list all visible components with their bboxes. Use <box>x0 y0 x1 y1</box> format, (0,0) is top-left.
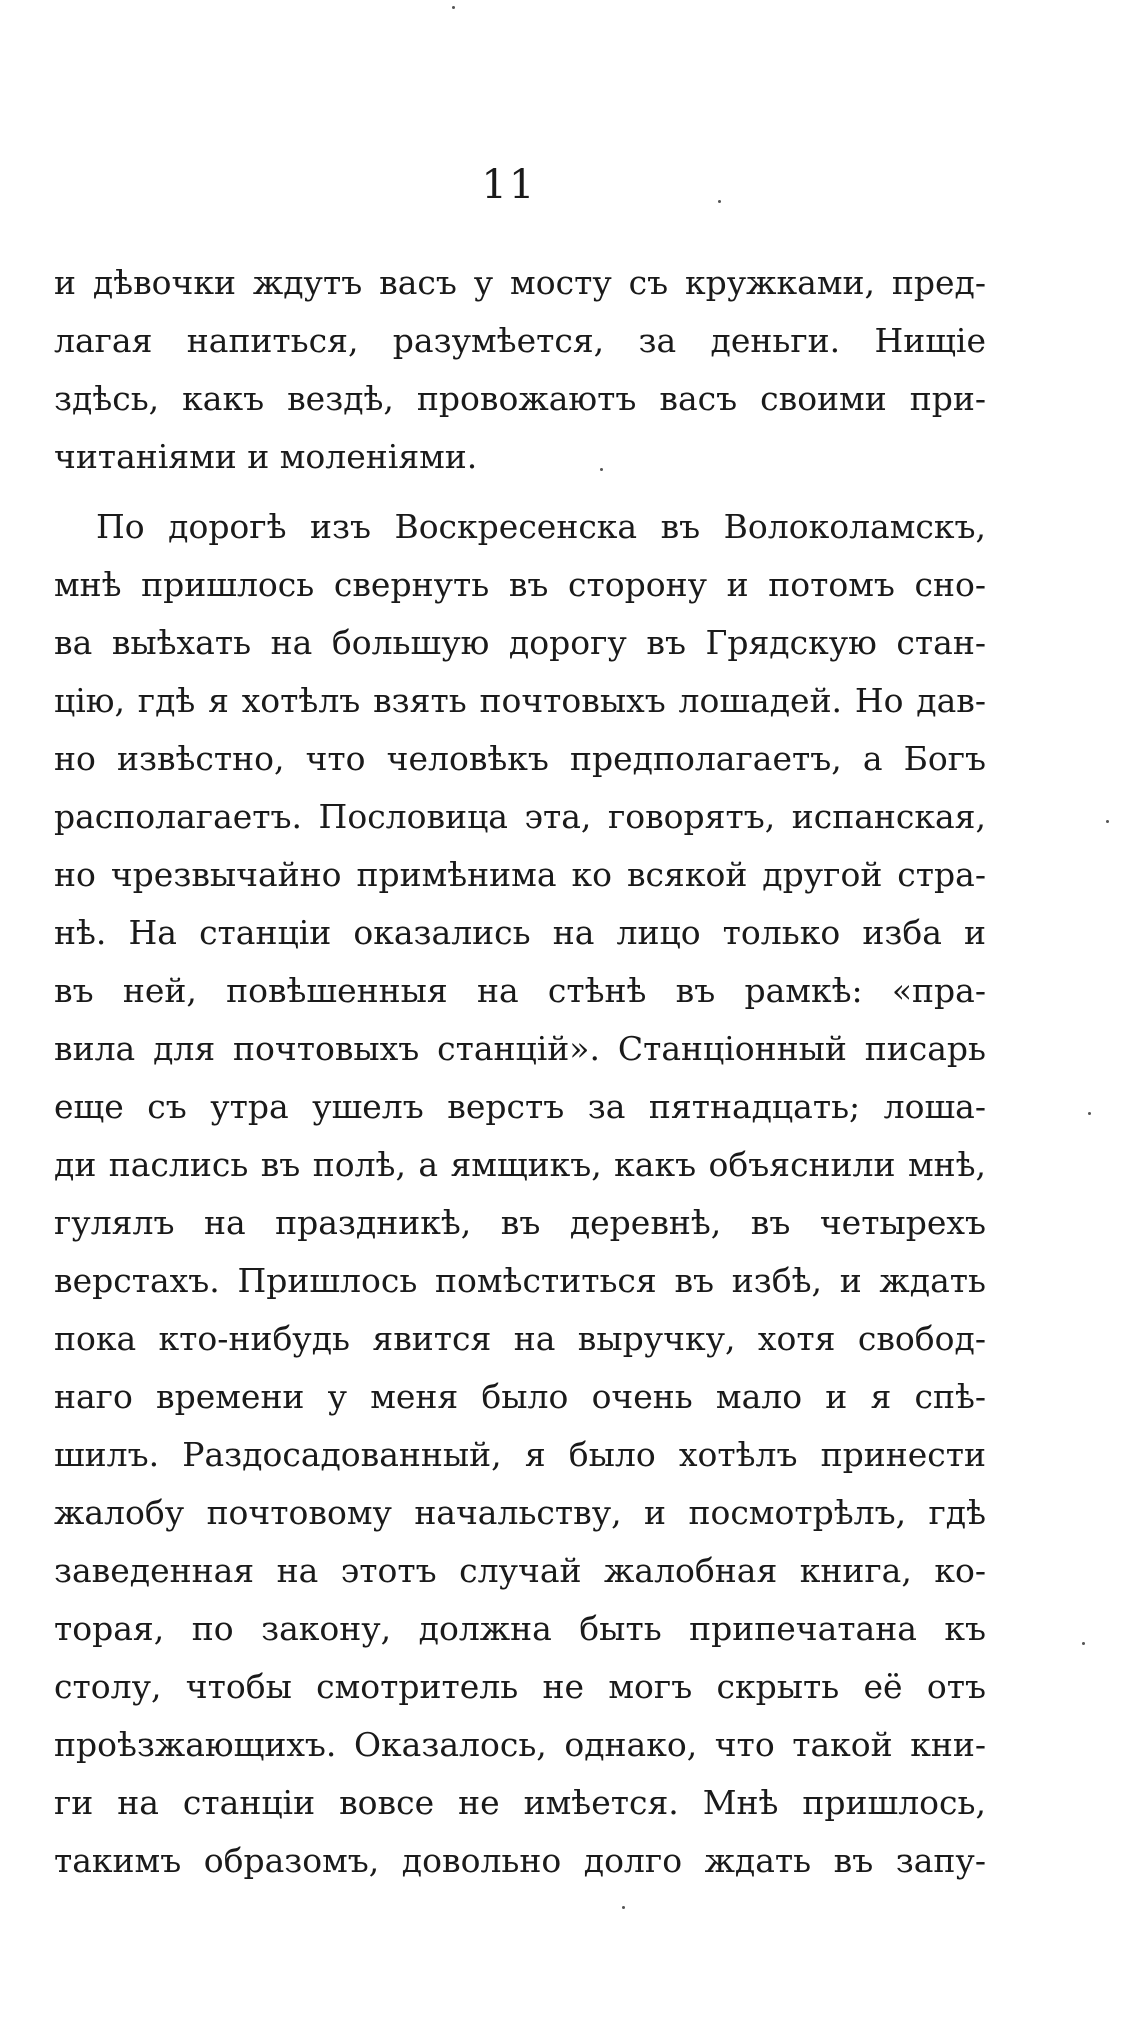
text-line: верстахъ. Пришлось помѣститься въ избѣ, и ждать <box>54 1261 986 1300</box>
page-number: 11 <box>481 162 537 208</box>
text-line: торая, по закону, должна быть припечатана къ <box>54 1609 986 1648</box>
paragraph-gap <box>54 486 986 498</box>
text-line: По дорогѣ изъ Воскресенска въ Волоколамскъ, <box>96 507 986 546</box>
scan-speck <box>452 6 455 9</box>
text-line: наго времени у меня было очень мало и я спѣ- <box>54 1377 986 1416</box>
text-line: проѣзжающихъ. Оказалось, однако, что такой кни- <box>54 1725 986 1764</box>
scan-speck <box>600 468 603 471</box>
scan-speck <box>1106 820 1109 823</box>
text-line: столу, чтобы смотритель не могъ скрыть её отъ <box>54 1667 986 1706</box>
text-line: еще съ утра ушелъ верстъ за пятнадцать; лоша- <box>54 1087 986 1126</box>
scan-speck <box>1082 1642 1085 1645</box>
text-line: лагая напиться, разумѣется, за деньги. Нищіе <box>54 321 986 360</box>
text-line: располагаетъ. Пословица эта, говорятъ, испанская, <box>54 797 986 836</box>
text-line: гулялъ на праздникѣ, въ деревнѣ, въ четырехъ <box>54 1203 986 1242</box>
text-line: здѣсь, какъ вездѣ, провожаютъ васъ своими при- <box>54 379 986 418</box>
text-line: читаніями и моленіями. <box>54 437 478 476</box>
text-line: нѣ. На станціи оказались на лицо только изба и <box>54 913 986 952</box>
text-line: ги на станціи вовсе не имѣется. Мнѣ пришлось, <box>54 1783 986 1822</box>
text-line: но чрезвычайно примѣнима ко всякой другой стра- <box>54 855 986 894</box>
text-line: заведенная на этотъ случай жалобная книга, ко- <box>54 1551 986 1590</box>
scan-speck <box>622 1906 625 1909</box>
paragraph-1 <box>54 254 986 486</box>
text-line: мнѣ пришлось свернуть въ сторону и потомъ сно- <box>54 565 986 604</box>
text-line: но извѣстно, что человѣкъ предполагаетъ, а Богъ <box>54 739 986 778</box>
text-line: въ ней, повѣшенныя на стѣнѣ въ рамкѣ: «пра- <box>54 971 986 1010</box>
text-line: жалобу почтовому начальству, и посмотрѣлъ, гдѣ <box>54 1493 986 1532</box>
scan-speck <box>1088 1112 1091 1115</box>
scan-speck <box>718 200 721 203</box>
text-line: такимъ образомъ, довольно долго ждать въ запу- <box>54 1841 986 1880</box>
text-line: цію, гдѣ я хотѣлъ взять почтовыхъ лошадей. Но дав- <box>54 681 986 720</box>
paragraph-2 <box>54 498 986 1890</box>
text-line: шилъ. Раздосадованный, я было хотѣлъ принести <box>54 1435 986 1474</box>
text-line: и дѣвочки ждутъ васъ у мосту съ кружками, пред- <box>54 263 986 302</box>
text-line: ди паслись въ полѣ, а ямщикъ, какъ объяснили мнѣ, <box>54 1145 986 1184</box>
text-line: ва выѣхать на большую дорогу въ Грядскую стан- <box>54 623 986 662</box>
text-line: пока кто-нибудь явится на выручку, хотя свобод- <box>54 1319 986 1358</box>
text-line: вила для почтовыхъ станцій». Станціонный писарь <box>54 1029 986 1068</box>
body-text <box>54 254 986 1890</box>
